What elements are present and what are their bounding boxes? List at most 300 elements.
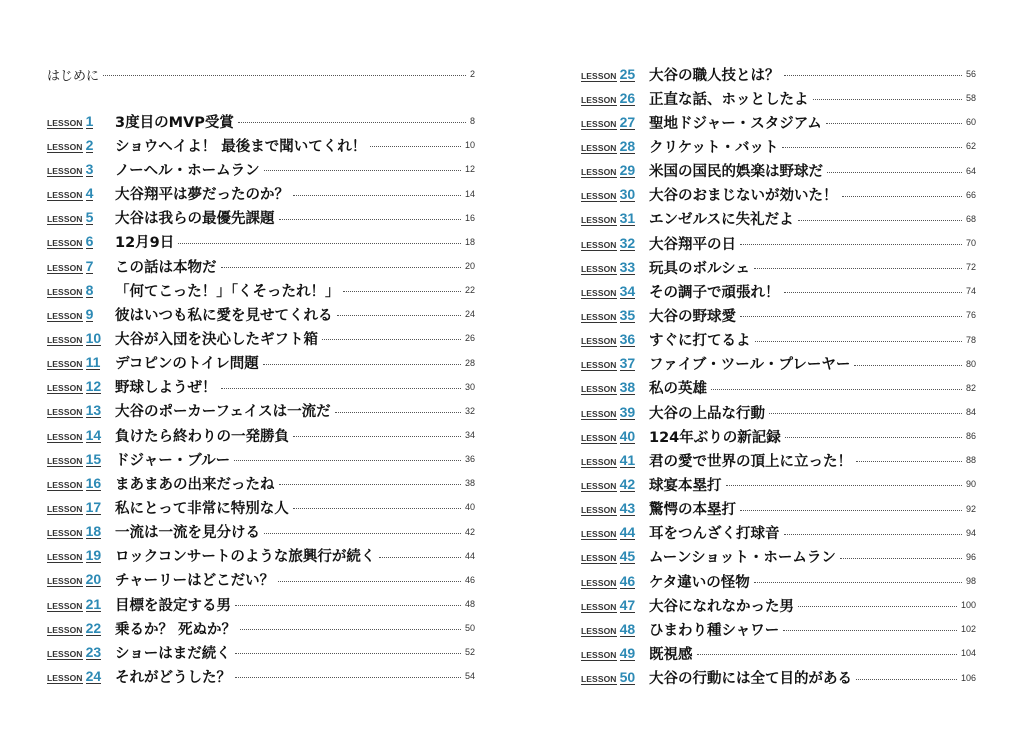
dot-leader <box>769 413 962 414</box>
dot-leader <box>754 268 962 269</box>
toc-entry-lesson-17 <box>47 495 475 519</box>
dot-leader <box>335 412 461 413</box>
lesson-number: 7 <box>85 257 94 274</box>
dot-leader <box>798 220 962 221</box>
lesson-number: 25 <box>619 65 636 82</box>
dot-leader <box>235 653 461 654</box>
lesson-page-number: 84 <box>965 407 976 418</box>
dot-leader <box>783 630 957 631</box>
toc-entry-lesson-19 <box>47 544 475 568</box>
lesson-title: 一流は一流を見分ける <box>115 525 260 542</box>
lesson-number: 32 <box>619 234 636 251</box>
lesson-number: 37 <box>619 355 636 372</box>
lesson-keyword: LESSON <box>47 552 83 563</box>
lesson-tag <box>47 452 115 467</box>
lesson-tag <box>581 284 649 299</box>
lesson-page-number: 86 <box>965 431 976 442</box>
lesson-keyword: LESSON <box>47 286 83 297</box>
toc-entry-lesson-4 <box>47 182 475 206</box>
lesson-number: 8 <box>85 281 94 298</box>
lesson-number: 1 <box>85 112 94 129</box>
lesson-keyword: LESSON <box>581 432 617 443</box>
lesson-page-number: 20 <box>464 261 475 272</box>
lesson-title: 私の英雄 <box>649 381 707 398</box>
lesson-title: ノーヘル・ホームラン <box>115 162 260 179</box>
lesson-title: すぐに打てるよ <box>649 333 751 350</box>
toc-entry-lesson-10 <box>47 326 475 350</box>
lesson-keyword: LESSON <box>47 359 83 370</box>
lesson-tag <box>47 259 115 274</box>
lesson-tag <box>581 91 649 106</box>
lesson-keyword: LESSON <box>47 262 83 273</box>
lesson-title: クリケット・バット <box>649 139 779 156</box>
toc-entry-intro <box>47 62 475 86</box>
lesson-keyword: LESSON <box>47 238 83 249</box>
lesson-title: 大谷のポーカーフェイスは一流だ <box>115 404 331 421</box>
lesson-title: 大谷は我らの最優先課題 <box>115 211 275 228</box>
lesson-number: 16 <box>85 474 102 491</box>
lesson-number: 14 <box>85 426 102 443</box>
lesson-title: ファイブ・ツール・プレーヤー <box>649 357 851 374</box>
dot-leader <box>827 172 962 173</box>
lesson-page-number: 34 <box>464 430 475 441</box>
lesson-tag <box>581 380 649 395</box>
lesson-keyword: LESSON <box>581 553 617 564</box>
dot-leader <box>263 364 461 365</box>
lesson-title: 聖地ドジャー・スタジアム <box>649 115 822 132</box>
toc-entry-lesson-47 <box>581 593 976 617</box>
lesson-title: ドジャー・ブルー <box>115 452 231 469</box>
lesson-number: 27 <box>619 113 636 130</box>
lesson-title: 大谷の職人技とは？ <box>649 67 780 84</box>
toc-entry-lesson-31 <box>581 207 976 231</box>
lesson-page-number: 28 <box>464 357 475 368</box>
lesson-title: 大谷の上品な行動 <box>649 405 765 422</box>
dot-leader <box>856 679 957 680</box>
toc-entry-lesson-25 <box>581 62 976 86</box>
lesson-page-number: 30 <box>464 381 475 392</box>
lesson-page-number: 26 <box>464 333 475 344</box>
lesson-tag <box>47 621 115 636</box>
toc-entry-lesson-49 <box>581 641 976 665</box>
lesson-number: 41 <box>619 451 636 468</box>
dot-leader <box>293 508 461 509</box>
toc-entry-lesson-20 <box>47 568 475 592</box>
intro-page-number: 2 <box>469 69 475 80</box>
dot-leader <box>234 460 461 461</box>
lesson-page-number: 50 <box>464 623 475 634</box>
lesson-page-number: 46 <box>464 574 475 585</box>
lesson-title: 乗るか？ 死ぬか？ <box>115 621 237 638</box>
lesson-tag <box>581 646 649 661</box>
lesson-page-number: 48 <box>464 599 475 610</box>
lesson-keyword: LESSON <box>581 384 617 395</box>
lesson-number: 43 <box>619 500 636 517</box>
lesson-title: その調子で頑張れ！ <box>649 284 780 301</box>
lesson-page-number: 42 <box>464 526 475 537</box>
lesson-page-number: 70 <box>965 238 976 249</box>
lesson-page-number: 40 <box>464 502 475 513</box>
dot-leader <box>103 75 466 76</box>
lesson-list-left <box>47 109 475 688</box>
lesson-tag <box>47 476 115 491</box>
lesson-keyword: LESSON <box>581 649 617 660</box>
lesson-keyword: LESSON <box>581 215 617 226</box>
lesson-title: 大谷の野球愛 <box>649 308 736 325</box>
lesson-tag <box>47 210 115 225</box>
lesson-title: 彼はいつも私に愛を見せてくれる <box>115 307 333 324</box>
lesson-page-number: 38 <box>464 478 475 489</box>
lesson-tag <box>47 500 115 515</box>
lesson-title: 負けたら終わりの一発勝負 <box>115 428 289 445</box>
toc-entry-lesson-32 <box>581 231 976 255</box>
lesson-keyword: LESSON <box>581 191 617 202</box>
toc-entry-lesson-12 <box>47 375 475 399</box>
lesson-page-number: 90 <box>965 479 976 490</box>
dot-leader <box>740 316 962 317</box>
toc-entry-lesson-5 <box>47 206 475 230</box>
lesson-tag <box>581 356 649 371</box>
toc-entry-lesson-26 <box>581 86 976 110</box>
dot-leader <box>178 243 461 244</box>
toc-entry-lesson-28 <box>581 134 976 158</box>
toc-entry-lesson-36 <box>581 328 976 352</box>
lesson-tag <box>581 477 649 492</box>
lesson-keyword: LESSON <box>581 70 617 81</box>
lesson-keyword: LESSON <box>47 503 83 514</box>
lesson-number: 17 <box>85 498 102 515</box>
lesson-keyword: LESSON <box>47 310 83 321</box>
lesson-page-number: 94 <box>965 527 976 538</box>
lesson-keyword: LESSON <box>47 117 83 128</box>
lesson-title: 大谷になれなかった男 <box>649 598 794 615</box>
dot-leader <box>784 292 962 293</box>
lesson-title: 正直な話、ホッとしたよ <box>649 91 809 108</box>
lesson-page-number: 16 <box>464 212 475 223</box>
dot-leader <box>221 388 461 389</box>
dot-leader <box>235 677 461 678</box>
dot-leader <box>697 654 957 655</box>
lesson-title: 124年ぶりの新記録 <box>649 429 781 446</box>
lesson-tag <box>47 669 115 684</box>
lesson-number: 4 <box>85 185 94 202</box>
lesson-page-number: 58 <box>965 93 976 104</box>
lesson-title: 耳をつんざく打球音 <box>649 526 780 543</box>
lesson-number: 21 <box>85 595 102 612</box>
lesson-number: 35 <box>619 306 636 323</box>
lesson-page-number: 64 <box>965 165 976 176</box>
lesson-tag <box>581 429 649 444</box>
lesson-number: 42 <box>619 475 636 492</box>
dot-leader <box>343 291 461 292</box>
toc-entry-lesson-2 <box>47 133 475 157</box>
lesson-title: 大谷翔平は夢だったのか？ <box>115 187 289 204</box>
lesson-keyword: LESSON <box>47 407 83 418</box>
lesson-keyword: LESSON <box>47 383 83 394</box>
lesson-tag <box>581 332 649 347</box>
lesson-page-number: 72 <box>965 262 976 273</box>
lesson-number: 26 <box>619 89 636 106</box>
dot-leader <box>813 99 962 100</box>
lesson-number: 47 <box>619 596 636 613</box>
lesson-number: 31 <box>619 210 636 227</box>
lesson-tag <box>581 67 649 82</box>
lesson-title: エンゼルスに失礼だよ <box>649 212 794 229</box>
lesson-page-number: 54 <box>464 671 475 682</box>
lesson-keyword: LESSON <box>581 625 617 636</box>
toc-entry-lesson-14 <box>47 423 475 447</box>
toc-entry-lesson-46 <box>581 569 976 593</box>
lesson-number: 12 <box>85 378 102 395</box>
toc-entry-lesson-9 <box>47 302 475 326</box>
lesson-number: 39 <box>619 403 636 420</box>
lesson-number: 40 <box>619 427 636 444</box>
lesson-keyword: LESSON <box>581 505 617 516</box>
dot-leader <box>826 123 962 124</box>
lesson-keyword: LESSON <box>47 600 83 611</box>
toc-entry-lesson-43 <box>581 497 976 521</box>
lesson-tag <box>581 260 649 275</box>
dot-leader <box>322 339 461 340</box>
toc-entry-lesson-29 <box>581 159 976 183</box>
lesson-tag <box>47 355 115 370</box>
lesson-page-number: 98 <box>965 576 976 587</box>
lesson-keyword: LESSON <box>581 360 617 371</box>
lesson-tag <box>581 574 649 589</box>
lesson-page-number: 36 <box>464 454 475 465</box>
lesson-keyword: LESSON <box>581 529 617 540</box>
lesson-number: 10 <box>85 329 102 346</box>
dot-leader <box>726 485 962 486</box>
dot-leader <box>840 558 962 559</box>
lesson-number: 15 <box>85 450 102 467</box>
dot-leader <box>854 365 962 366</box>
lesson-list-right <box>581 62 976 690</box>
lesson-title: 野球しようぜ！ <box>115 380 217 397</box>
dot-leader <box>784 534 962 535</box>
dot-leader <box>293 436 461 437</box>
toc-entry-lesson-44 <box>581 521 976 545</box>
lesson-title: 球宴本塁打 <box>649 477 722 494</box>
lesson-page-number: 32 <box>464 405 475 416</box>
dot-leader <box>264 170 461 171</box>
lesson-page-number: 18 <box>464 236 475 247</box>
lesson-keyword: LESSON <box>581 674 617 685</box>
lesson-keyword: LESSON <box>581 408 617 419</box>
dot-leader <box>711 389 962 390</box>
lesson-page-number: 100 <box>960 600 976 611</box>
lesson-number: 50 <box>619 669 636 686</box>
lesson-keyword: LESSON <box>47 648 83 659</box>
lesson-page-number: 12 <box>464 164 475 175</box>
lesson-keyword: LESSON <box>581 311 617 322</box>
lesson-number: 29 <box>619 162 636 179</box>
lesson-title: 3度目のMVP受賞 <box>115 114 234 131</box>
lesson-tag <box>47 572 115 587</box>
lesson-title: チャーリーはどこだい？ <box>115 573 275 590</box>
lesson-tag <box>47 331 115 346</box>
toc-entry-lesson-15 <box>47 447 475 471</box>
toc-entry-lesson-38 <box>581 376 976 400</box>
lesson-tag <box>47 379 115 394</box>
lesson-keyword: LESSON <box>47 431 83 442</box>
lesson-number: 36 <box>619 331 636 348</box>
lesson-tag <box>581 525 649 540</box>
lesson-tag <box>47 428 115 443</box>
dot-leader <box>856 461 962 462</box>
lesson-page-number: 82 <box>965 382 976 393</box>
lesson-keyword: LESSON <box>581 118 617 129</box>
lesson-title: 私にとって非常に特別な人 <box>115 500 289 517</box>
lesson-tag <box>581 598 649 613</box>
lesson-page-number: 92 <box>965 503 976 514</box>
lesson-number: 49 <box>619 644 636 661</box>
lesson-page-number: 8 <box>469 116 475 127</box>
lesson-keyword: LESSON <box>47 672 83 683</box>
lesson-title: 米国の国民的娯楽は野球だ <box>649 164 823 181</box>
toc-right-column <box>581 62 976 690</box>
lesson-tag <box>47 645 115 660</box>
lesson-keyword: LESSON <box>581 577 617 588</box>
dot-leader <box>798 606 957 607</box>
toc-entry-lesson-33 <box>581 255 976 279</box>
toc-entry-lesson-39 <box>581 400 976 424</box>
dot-leader <box>740 510 962 511</box>
toc-entry-lesson-42 <box>581 472 976 496</box>
lesson-page-number: 52 <box>464 647 475 658</box>
lesson-keyword: LESSON <box>581 263 617 274</box>
lesson-number: 45 <box>619 548 636 565</box>
lesson-tag <box>581 211 649 226</box>
lesson-tag <box>581 549 649 564</box>
lesson-keyword: LESSON <box>581 480 617 491</box>
lesson-tag <box>47 597 115 612</box>
lesson-title: 既視感 <box>649 646 693 663</box>
lesson-keyword: LESSON <box>47 190 83 201</box>
lesson-tag <box>581 308 649 323</box>
toc-left-column <box>47 62 475 689</box>
lesson-keyword: LESSON <box>47 528 83 539</box>
toc-entry-lesson-34 <box>581 279 976 303</box>
dot-leader <box>293 195 461 196</box>
lesson-tag <box>47 114 115 129</box>
lesson-page-number: 104 <box>960 648 976 659</box>
lesson-tag <box>581 670 649 685</box>
toc-entry-lesson-23 <box>47 640 475 664</box>
toc-entry-lesson-24 <box>47 664 475 688</box>
toc-entry-lesson-16 <box>47 471 475 495</box>
lesson-number: 20 <box>85 571 102 588</box>
lesson-title: 大谷の行動には全て目的がある <box>649 671 852 688</box>
intro-title: はじめに <box>47 68 100 84</box>
lesson-tag <box>581 236 649 251</box>
lesson-page-number: 106 <box>960 672 976 683</box>
lesson-keyword: LESSON <box>47 334 83 345</box>
lesson-keyword: LESSON <box>581 94 617 105</box>
lesson-keyword: LESSON <box>581 142 617 153</box>
lesson-keyword: LESSON <box>47 624 83 635</box>
lesson-keyword: LESSON <box>581 239 617 250</box>
toc-entry-lesson-21 <box>47 592 475 616</box>
dot-leader <box>235 605 461 606</box>
lesson-tag <box>581 453 649 468</box>
lesson-tag <box>581 405 649 420</box>
lesson-tag <box>47 283 115 298</box>
lesson-tag <box>581 115 649 130</box>
lesson-title: ケタ違いの怪物 <box>649 574 750 591</box>
lesson-title: ショーはまだ続く <box>115 645 231 662</box>
toc-entry-lesson-18 <box>47 520 475 544</box>
toc-entry-lesson-30 <box>581 183 976 207</box>
lesson-number: 46 <box>619 572 636 589</box>
lesson-number: 19 <box>85 547 102 564</box>
lesson-page-number: 76 <box>965 310 976 321</box>
lesson-number: 9 <box>85 305 94 322</box>
dot-leader <box>784 75 962 76</box>
lesson-title: デコピンのトイレ問題 <box>115 356 259 373</box>
lesson-number: 28 <box>619 137 636 154</box>
lesson-tag <box>47 307 115 322</box>
lesson-number: 11 <box>85 354 101 371</box>
lesson-tag <box>47 138 115 153</box>
lesson-keyword: LESSON <box>47 576 83 587</box>
lesson-number: 22 <box>85 619 102 636</box>
lesson-number: 30 <box>619 186 636 203</box>
lesson-page-number: 10 <box>464 140 475 151</box>
lesson-page-number: 66 <box>965 189 976 200</box>
lesson-number: 2 <box>85 136 94 153</box>
lesson-number: 6 <box>85 233 94 250</box>
toc-entry-lesson-13 <box>47 399 475 423</box>
lesson-tag <box>581 501 649 516</box>
dot-leader <box>337 315 461 316</box>
lesson-keyword: LESSON <box>581 336 617 347</box>
lesson-title: この話は本物だ <box>115 259 217 276</box>
dot-leader <box>755 341 962 342</box>
dot-leader <box>221 267 461 268</box>
lesson-title: ムーンショット・ホームラン <box>649 550 836 567</box>
lesson-page-number: 44 <box>464 550 475 561</box>
toc-entry-lesson-41 <box>581 448 976 472</box>
lesson-number: 5 <box>85 209 94 226</box>
lesson-tag <box>581 139 649 154</box>
lesson-title: ショウヘイよ！ 最後まで聞いてくれ！ <box>115 138 367 155</box>
lesson-title: 大谷が入団を決心したギフト箱 <box>115 331 318 348</box>
lesson-title: 12月9日 <box>115 235 175 252</box>
lesson-title: それがどうした？ <box>115 669 231 686</box>
toc-entry-lesson-1 <box>47 109 475 133</box>
lesson-title: 驚愕の本塁打 <box>649 502 736 519</box>
lesson-page-number: 78 <box>965 334 976 345</box>
lesson-keyword: LESSON <box>581 456 617 467</box>
lesson-tag <box>47 548 115 563</box>
dot-leader <box>379 557 461 558</box>
dot-leader <box>240 629 461 630</box>
lesson-number: 24 <box>85 667 102 684</box>
lesson-page-number: 56 <box>965 69 976 80</box>
lesson-tag <box>47 524 115 539</box>
lesson-number: 34 <box>619 282 636 299</box>
lesson-page-number: 14 <box>464 188 475 199</box>
lesson-title: 大谷のおまじないが効いた！ <box>649 188 838 205</box>
toc-entry-lesson-35 <box>581 303 976 327</box>
lesson-tag <box>581 163 649 178</box>
dot-leader <box>279 219 461 220</box>
lesson-tag <box>47 162 115 177</box>
lesson-keyword: LESSON <box>47 479 83 490</box>
lesson-number: 13 <box>85 402 102 419</box>
lesson-page-number: 22 <box>464 285 475 296</box>
